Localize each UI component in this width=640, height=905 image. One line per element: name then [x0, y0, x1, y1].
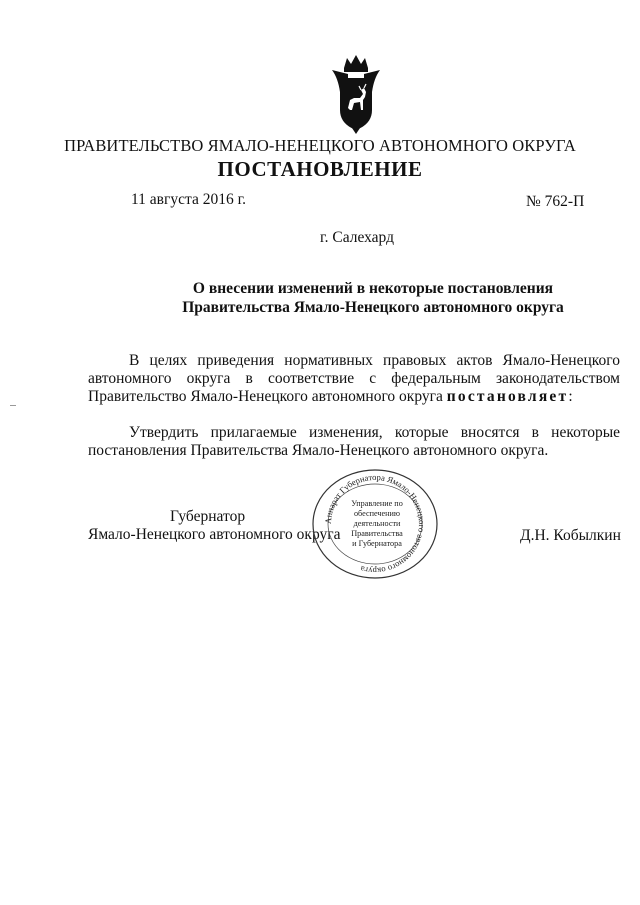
stamp-inner-line-1: Управление по	[351, 499, 403, 508]
subject-line-1: О внесении изменений в некоторые постановления	[192, 280, 554, 297]
body-p2-line-1: Утвердить прилагаемые изменения, которые вносятся в некоторые	[129, 424, 620, 441]
body-p2-line-2: постановления Правительства Ямало-Ненецкого автономного округа.	[88, 442, 549, 459]
signatory-name: Д.Н. Кобылкин	[520, 527, 621, 544]
stamp-inner-line-4: Правительства	[351, 529, 403, 538]
signatory-title-line-2: Ямало-Ненецкого автономного округа	[88, 526, 341, 543]
organization-name: ПРАВИТЕЛЬСТВО ЯМАЛО-НЕНЕЦКОГО АВТОНОМНОГО ОКРУГА	[64, 136, 576, 155]
body-paragraph-2	[88, 424, 620, 460]
stamp-inner-line-3: деятельности	[353, 519, 401, 528]
document-date: 11 августа 2016 г.	[131, 191, 247, 208]
margin-mark	[10, 405, 16, 406]
document-city: г. Салехард	[320, 229, 394, 246]
body-p1-line-3	[88, 388, 620, 406]
signatory-title-line-1: Губернатор	[170, 508, 246, 525]
document-type: ПОСТАНОВЛЕНИЕ	[217, 157, 423, 181]
body-p1-line-1: В целях приведения нормативных правовых актов Ямало-Ненецкого	[129, 352, 620, 369]
subject-line-2: Правительства Ямало-Ненецкого автономного округа	[182, 299, 564, 316]
stamp-inner-line-5: и Губернатора	[352, 539, 402, 548]
body-p1-line-3-text: Правительство Ямало-Ненецкого автономного округа	[88, 388, 447, 405]
stamp-inner-line-2: обеспечению	[353, 509, 401, 518]
decree-word: постановляет	[446, 388, 569, 405]
official-stamp	[308, 466, 442, 582]
coat-of-arms-icon	[330, 52, 382, 134]
document-number: № 762-П	[526, 193, 585, 210]
decree-colon: :	[568, 388, 573, 405]
body-p1-line-2: автономного округа в соответствие с федеральным законодательством	[88, 370, 620, 387]
body-paragraph-1	[88, 352, 620, 406]
stamp-ring-path: Аппарат Губернатора Ямало-Ненецкого автономного округа	[322, 471, 428, 577]
